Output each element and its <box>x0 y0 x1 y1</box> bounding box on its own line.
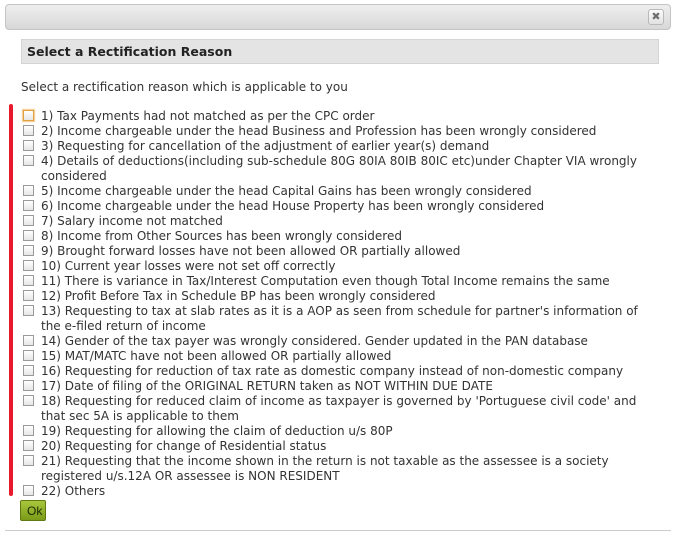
reason-item[interactable] <box>21 289 661 304</box>
reason-checkbox[interactable] <box>23 455 34 466</box>
reason-checkbox[interactable] <box>23 425 34 436</box>
reason-item[interactable] <box>21 379 661 394</box>
reason-label: 4) Details of deductions(including sub-schedule 80G 80IA 80IB 80IC etc)under Chapter VIA wrongly considered <box>41 154 637 183</box>
reason-item[interactable] <box>21 154 661 184</box>
reason-checkbox[interactable] <box>23 245 34 256</box>
dialog-titlebar[interactable] <box>5 4 671 30</box>
reason-item[interactable] <box>21 304 661 334</box>
reason-checkbox[interactable] <box>23 155 34 166</box>
reason-label: 5) Income chargeable under the head Capital Gains has been wrongly considered <box>41 184 532 198</box>
reason-item[interactable] <box>21 484 661 499</box>
reason-item[interactable] <box>21 274 661 289</box>
reason-label: 17) Date of filing of the ORIGINAL RETURN taken as NOT WITHIN DUE DATE <box>41 379 493 393</box>
reason-item[interactable] <box>21 199 661 214</box>
reason-item[interactable] <box>21 364 661 379</box>
reason-item[interactable] <box>21 394 661 424</box>
reason-checkbox[interactable] <box>23 125 34 136</box>
reason-checkbox[interactable] <box>23 335 34 346</box>
section-title: Select a Rectification Reason <box>21 39 659 64</box>
ok-button[interactable]: Ok <box>20 500 46 521</box>
reason-label: 6) Income chargeable under the head House Property has been wrongly considered <box>41 199 545 213</box>
reason-list <box>21 109 661 499</box>
reason-item[interactable] <box>21 139 661 154</box>
reason-item[interactable] <box>21 229 661 244</box>
reason-item[interactable] <box>21 109 661 124</box>
reason-checkbox[interactable] <box>23 215 34 226</box>
reason-label: 19) Requesting for allowing the claim of deduction u/s 80P <box>41 424 393 438</box>
reason-label: 16) Requesting for reduction of tax rate as domestic company instead of non-domestic company <box>41 364 624 378</box>
reason-item[interactable] <box>21 349 661 364</box>
reason-item[interactable] <box>21 214 661 229</box>
reason-label: 10) Current year losses were not set off correctly <box>41 259 336 273</box>
reason-label: 15) MAT/MATC have not been allowed OR partially allowed <box>41 349 392 363</box>
reason-checkbox[interactable] <box>23 485 34 496</box>
reason-item[interactable] <box>21 334 661 349</box>
reason-label: 12) Profit Before Tax in Schedule BP has been wrongly considered <box>41 289 436 303</box>
reason-label: 8) Income from Other Sources has been wrongly considered <box>41 229 402 243</box>
reason-label: 1) Tax Payments had not matched as per the CPC order <box>41 109 375 123</box>
reason-checkbox[interactable] <box>23 290 34 301</box>
reason-label: 20) Requesting for change of Residential status <box>41 439 327 453</box>
reason-label: 9) Brought forward losses have not been allowed OR partially allowed <box>41 244 461 258</box>
reason-item[interactable] <box>21 259 661 274</box>
reason-checkbox[interactable] <box>23 200 34 211</box>
reason-checkbox[interactable] <box>23 305 34 316</box>
reason-label: 13) Requesting to tax at slab rates as it is a AOP as seen from schedule for partner's information of the e-filed return of income <box>41 304 638 333</box>
reason-label: 18) Requesting for reduced claim of income as taxpayer is governed by 'Portuguese civil code' and that sec 5A is applicable to them <box>41 394 637 423</box>
reason-item[interactable] <box>21 424 661 439</box>
reason-item[interactable] <box>21 124 661 139</box>
reason-item[interactable] <box>21 244 661 259</box>
reason-label: 2) Income chargeable under the head Business and Profession has been wrongly considered <box>41 124 597 138</box>
highlight-bar <box>9 104 13 496</box>
reason-label: 21) Requesting that the income shown in the return is not taxable as the assessee is a society registered u/s.12A OR assessee is NON RESIDENT <box>41 454 609 483</box>
reason-checkbox[interactable] <box>23 380 34 391</box>
reason-checkbox[interactable] <box>23 260 34 271</box>
reason-item[interactable] <box>21 454 661 484</box>
reason-label: 22) Others <box>41 484 106 498</box>
reason-checkbox[interactable] <box>23 365 34 376</box>
reason-label: 3) Requesting for cancellation of the adjustment of earlier year(s) demand <box>41 139 490 153</box>
reason-item[interactable] <box>21 439 661 454</box>
close-icon[interactable]: ✖ <box>648 9 664 25</box>
reason-checkbox[interactable] <box>23 395 34 406</box>
reason-checkbox[interactable] <box>23 440 34 451</box>
reason-checkbox[interactable] <box>23 230 34 241</box>
reason-label: 7) Salary income not matched <box>41 214 223 228</box>
reason-checkbox[interactable] <box>23 275 34 286</box>
reason-label: 11) There is variance in Tax/Interest Computation even though Total Income remains the same <box>41 274 610 288</box>
divider <box>5 530 671 531</box>
reason-label: 14) Gender of the tax payer was wrongly considered. Gender updated in the PAN database <box>41 334 588 348</box>
instruction-text: Select a rectification reason which is applicable to you <box>21 80 348 94</box>
reason-checkbox[interactable] <box>23 185 34 196</box>
reason-checkbox[interactable] <box>23 140 34 151</box>
reason-item[interactable] <box>21 184 661 199</box>
reason-checkbox[interactable] <box>23 110 34 121</box>
reason-checkbox[interactable] <box>23 350 34 361</box>
